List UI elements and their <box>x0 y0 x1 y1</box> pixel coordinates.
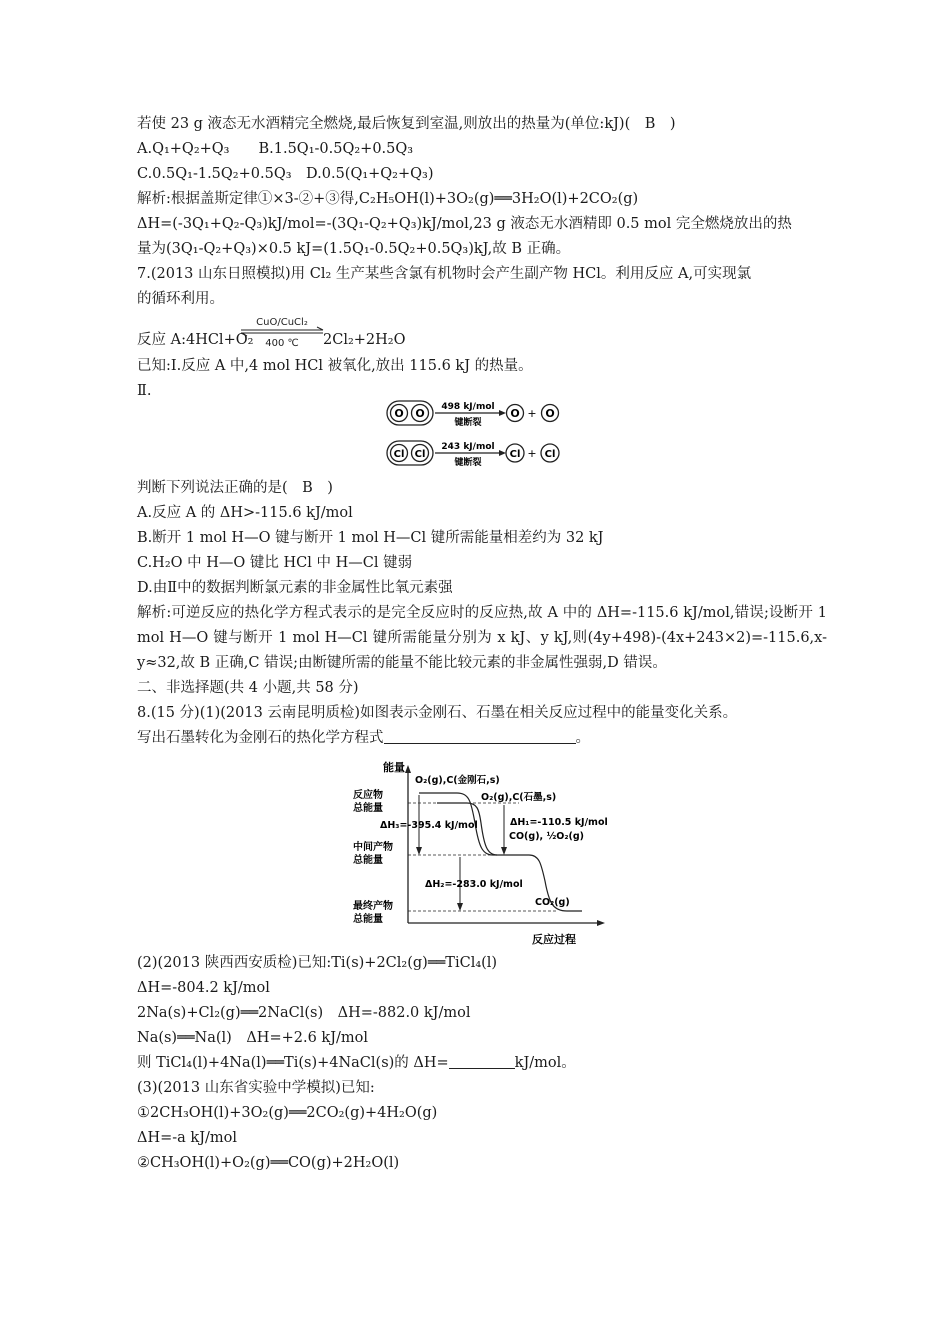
cl2-bond-note: 键断裂 <box>454 458 482 468</box>
cl-atom-label: Cl <box>544 449 556 460</box>
o-atom-label: O <box>545 407 555 420</box>
reactant-energy-label: 反应物 总能量 <box>353 790 383 814</box>
known-i: 已知:Ⅰ.反应 A 中,4 mol HCl 被氧化,放出 115.6 kJ 的热量。 <box>137 358 533 374</box>
o2-bond-energy: 498 kJ/mol <box>441 402 495 412</box>
q8-part3-line1: (3)(2013 山东省实验中学模拟)已知: <box>137 1080 375 1096</box>
o-atom-label: O <box>510 407 520 420</box>
reaction-a <box>137 314 827 354</box>
cl-atom-label: Cl <box>393 449 405 460</box>
q8-part3-line4: ②CH₃OH(l)+O₂(g)══CO(g)+2H₂O(l) <box>137 1155 400 1171</box>
reaction-a-right: 2Cl₂+2H₂O <box>323 332 406 348</box>
final-energy-label: 最终产物 总能量 <box>353 901 393 925</box>
document-page <box>137 112 827 1176</box>
cl-atom-label: Cl <box>509 449 521 460</box>
q7-option-c: C.H₂O 中 H—O 键比 HCl 中 H—Cl 键弱 <box>137 555 413 571</box>
dh3-label: ΔH₃=-395.4 kJ/mol <box>380 820 478 831</box>
q8-part1-end: 。 <box>575 730 590 746</box>
cl2-bond-row <box>387 441 559 468</box>
q6-solution-line1: 解析:根据盖斯定律①×3-②+③得,C₂H₅OH(l)+3O₂(g)══3H₂O(l)+2CO₂(g) <box>137 191 639 207</box>
o2-bond-note: 键断裂 <box>454 418 482 428</box>
q6-stem: 若使 23 g 液态无水酒精完全燃烧,最后恢复到室温,则放出的热量为(单位:kJ)( B ) <box>137 116 676 132</box>
cl-atom-label: Cl <box>414 449 426 460</box>
q8-part2-line5 <box>137 1051 827 1076</box>
intermediate-energy-label: 中间产物 总能量 <box>353 842 393 866</box>
graphite-species-label: O₂(g),C(石墨,s) <box>481 792 557 803</box>
q8-part1-line2 <box>137 726 827 751</box>
section-heading: 二、非选择题(共 4 小题,共 58 分) <box>137 680 359 696</box>
o-atom-label: O <box>394 407 404 420</box>
q7-solution: 解析:可逆反应的热化学方程式表示的是完全反应时的反应热,故 A 中的 ΔH=-115.6 kJ/mol,错误;设断开 1 mol H—O 键与断开 1 mol H—Cl 键所需能量分别为 x kJ、y kJ,则(4y+498)-(4x+243×2)=-115.6,x-y≈32,故 B 正确,C 错误;由断键所需的能量不能比较元素的非金属性强弱,D 错误。 <box>137 605 827 671</box>
reactant-energy-label-text: 反应物 <box>353 790 383 801</box>
q8-part2-prompt: 则 TiCl₄(l)+4Na(l)══Ti(s)+4NaCl(s)的 ΔH= <box>137 1055 449 1071</box>
bond-breaking-diagram <box>137 396 827 472</box>
q7-stem-line1: 7.(2013 山东日照模拟)用 Cl₂ 生产某些含氯有机物时会产生副产物 HCl。利用反应 A,可实现氯 <box>137 266 752 282</box>
o-atom-label: O <box>415 407 425 420</box>
o2-bond-row <box>387 401 559 428</box>
q7-question: 判断下列说法正确的是( B ) <box>137 480 333 496</box>
known-ii: Ⅱ. <box>137 383 152 399</box>
dh1-label: ΔH₁=-110.5 kJ/mol <box>510 817 608 828</box>
q6-options-ab: A.Q₁+Q₂+Q₃ B.1.5Q₁-0.5Q₂+0.5Q₃ <box>137 141 414 157</box>
equilibrium-arrow <box>237 314 327 354</box>
temperature-label: 400 ℃ <box>265 338 299 349</box>
y-axis-label: 能量 <box>383 761 405 774</box>
plus-sign: + <box>527 407 537 420</box>
q8-part2-line4: Na(s)══Na(l) ΔH=+2.6 kJ/mol <box>137 1030 369 1046</box>
q8-part2-unit: kJ/mol。 <box>514 1055 576 1071</box>
energy-diagram <box>137 753 827 951</box>
dh2-label: ΔH₂=-283.0 kJ/mol <box>425 879 523 890</box>
cl2-bond-energy: 243 kJ/mol <box>441 442 495 452</box>
q8-part3-line2: ①2CH₃OH(l)+3O₂(g)══2CO₂(g)+4H₂O(g) <box>137 1105 438 1121</box>
co-species-label: CO(g), ½O₂(g) <box>509 831 585 842</box>
q7-option-b: B.断开 1 mol H—O 键与断开 1 mol H—Cl 键所需能量相差约为 32 kJ <box>137 530 604 546</box>
q8-part1-line1: 8.(15 分)(1)(2013 云南昆明质检)如图表示金刚石、石墨在相关反应过程中的能量变化关系。 <box>137 705 738 721</box>
q8-part3-line3: ΔH=-a kJ/mol <box>137 1130 238 1146</box>
co2-species-label: CO₂(g) <box>535 897 570 908</box>
q8-part2-line2: ΔH=-804.2 kJ/mol <box>137 980 270 996</box>
q8-part1-prompt: 写出石墨转化为金刚石的热化学方程式 <box>137 730 384 746</box>
plus-sign: + <box>527 447 537 460</box>
top-species-label: O₂(g),C(金刚石,s) <box>415 775 500 786</box>
answer-blank[interactable] <box>384 729 576 744</box>
q7-option-d: D.由Ⅱ中的数据判断氯元素的非金属性比氧元素强 <box>137 580 453 596</box>
answer-blank[interactable] <box>449 1054 515 1069</box>
q6-solution-line3: 量为(3Q₁-Q₂+Q₃)×0.5 kJ=(1.5Q₁-0.5Q₂+0.5Q₃)kJ,故 B 正确。 <box>137 241 571 257</box>
q7-option-a: A.反应 A 的 ΔH>-115.6 kJ/mol <box>137 505 353 521</box>
q8-part2-line1: (2)(2013 陕西西安质检)已知:Ti(s)+2Cl₂(g)══TiCl₄(l) <box>137 955 498 971</box>
q6-solution-line2: ΔH=(-3Q₁+Q₂-Q₃)kJ/mol=-(3Q₁-Q₂+Q₃)kJ/mol,23 g 液态无水酒精即 0.5 mol 完全燃烧放出的热 <box>137 216 792 232</box>
q6-options-cd: C.0.5Q₁-1.5Q₂+0.5Q₃ D.0.5(Q₁+Q₂+Q₃) <box>137 166 434 182</box>
x-axis-label: 反应过程 <box>532 933 576 946</box>
q8-part2-line3: 2Na(s)+Cl₂(g)══2NaCl(s) ΔH=-882.0 kJ/mol <box>137 1005 471 1021</box>
q7-stem-line2: 的循环利用。 <box>137 291 224 307</box>
catalyst-label: CuO/CuCl₂ <box>256 317 308 328</box>
reaction-a-left: 反应 A:4HCl+O₂ <box>137 332 254 348</box>
